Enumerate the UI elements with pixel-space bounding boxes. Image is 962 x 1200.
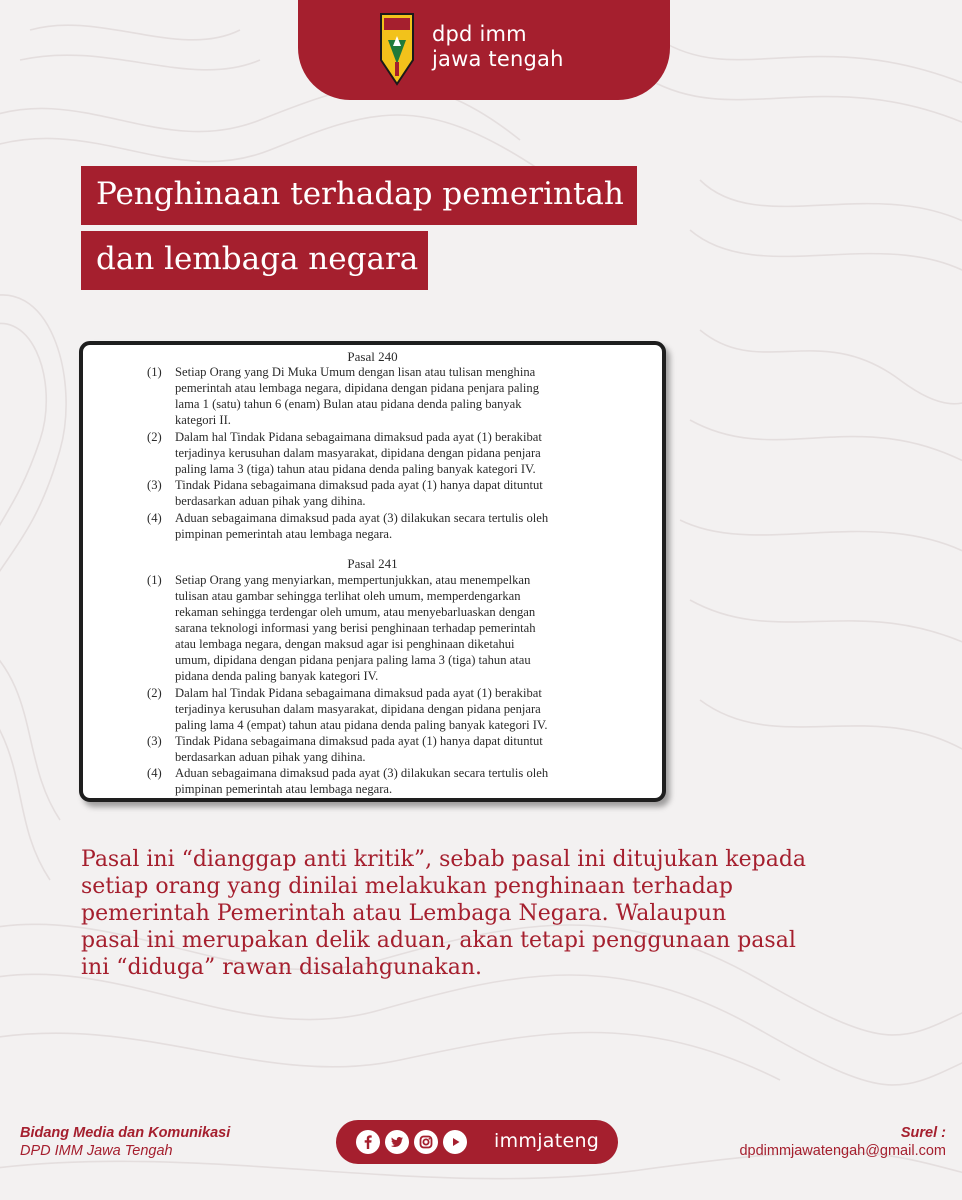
pasal-241-line: terjadinya kerusuhan dalam masyarakat, dipidana dengan pidana penjara xyxy=(175,702,541,716)
pasal-241-num-3: (3) xyxy=(147,734,162,748)
commentary-line: pemerintah Pemerintah atau Lembaga Negara. Walaupun xyxy=(81,901,727,926)
pasal-240-line: lama 1 (satu) tahun 6 (enam) Bulan atau pidana denda paling banyak xyxy=(175,397,522,411)
brand-name xyxy=(432,22,564,72)
pasal-240-line: Dalam hal Tindak Pidana sebagaimana dimaksud pada ayat (1) berakibat xyxy=(175,430,542,444)
pasal-240-line: kategori II. xyxy=(175,413,231,427)
commentary-line: setiap orang yang dinilai melakukan penghinaan terhadap xyxy=(81,874,734,899)
email-label: Surel : xyxy=(900,1125,946,1141)
pasal-241-line: tulisan atau gambar sehingga terlihat oleh umum, memperdengarkan xyxy=(175,589,521,603)
pasal-241-line: Tindak Pidana sebagaimana dimaksud pada ayat (1) hanya dapat dituntut xyxy=(175,734,543,748)
email-address[interactable]: dpdimmjawatengah@gmail.com xyxy=(739,1143,946,1159)
pasal-241-line: Dalam hal Tindak Pidana sebagaimana dimaksud pada ayat (1) berakibat xyxy=(175,686,542,700)
pasal-240-line: Aduan sebagaimana dimaksud pada ayat (3) dilakukan secara tertulis oleh xyxy=(175,511,549,525)
pasal-241-line: pimpinan pemerintah atau lembaga negara. xyxy=(175,782,393,796)
legal-document-excerpt xyxy=(79,341,666,802)
footer-organization xyxy=(20,1124,230,1160)
pasal-241-line: berdasarkan aduan pihak yang dihina. xyxy=(175,750,366,764)
pasal-240-line: Tindak Pidana sebagaimana dimaksud pada ayat (1) hanya dapat dituntut xyxy=(175,478,543,492)
pasal-240-line: terjadinya kerusuhan dalam masyarakat, dipidana dengan pidana penjara xyxy=(175,446,541,460)
title-line2: dan lembaga negara xyxy=(81,231,428,290)
brand-line2: jawa tengah xyxy=(432,47,564,71)
pasal-241-line: pidana denda paling banyak kategori IV. xyxy=(175,669,379,683)
pasal-241-num-4: (4) xyxy=(147,766,162,780)
pasal-241-heading: Pasal 241 xyxy=(347,556,398,571)
pasal-241-num-2: (2) xyxy=(147,686,162,700)
pasal-240-line: Setiap Orang yang Di Muka Umum dengan lisan atau tulisan menghina xyxy=(175,365,536,379)
commentary-line: Pasal ini “dianggap anti kritik”, sebab pasal ini ditujukan kepada xyxy=(81,847,807,872)
pasal-241-line: Aduan sebagaimana dimaksud pada ayat (3) dilakukan secara tertulis oleh xyxy=(175,766,549,780)
pasal-241-line: atau lembaga negara, dengan maksud agar isi penghinaan diketahui xyxy=(175,637,515,651)
title-line1: Penghinaan terhadap pemerintah xyxy=(81,166,637,225)
social-media-bar xyxy=(336,1120,618,1164)
youtube-icon[interactable] xyxy=(443,1130,467,1154)
pasal-240-num-1: (1) xyxy=(147,365,162,379)
footer-contact xyxy=(739,1124,946,1160)
pasal-241-line: rekaman sehingga terdengar oleh umum, atau menyebarluaskan dengan xyxy=(175,605,536,619)
pasal-240-line: pemerintah atau lembaga negara, dipidana dengan pidana penjara paling xyxy=(175,381,540,395)
pasal-241-line: sarana teknologi informasi yang berisi penghinaan terhadap pemerintah xyxy=(175,621,536,635)
brand-line1: dpd imm xyxy=(432,22,527,46)
pasal-240-line: paling lama 3 (tiga) tahun atau pidana denda paling banyak kategori IV. xyxy=(175,462,536,476)
footer-org-name: DPD IMM Jawa Tengah xyxy=(20,1143,173,1159)
pasal-241-line: Setiap Orang yang menyiarkan, mempertunjukkan, atau menempelkan xyxy=(175,573,531,587)
pasal-240-line: pimpinan pemerintah atau lembaga negara. xyxy=(175,527,393,541)
pasal-241-line: umum, dipidana dengan pidana penjara paling lama 3 (tiga) tahun atau xyxy=(175,653,531,667)
pasal-240-heading: Pasal 240 xyxy=(347,349,398,364)
pasal-240-num-2: (2) xyxy=(147,430,162,444)
pasal-241-line: paling lama 4 (empat) tahun atau pidana denda paling banyak kategori IV. xyxy=(175,718,548,732)
pasal-240-num-3: (3) xyxy=(147,478,162,492)
header-logo-tab xyxy=(298,0,670,100)
pasal-241-num-1: (1) xyxy=(147,573,162,587)
imm-emblem-icon xyxy=(378,12,416,86)
instagram-icon[interactable] xyxy=(414,1130,438,1154)
pasal-240-num-4: (4) xyxy=(147,511,162,525)
twitter-icon[interactable] xyxy=(385,1130,409,1154)
social-handle[interactable]: immjateng xyxy=(494,1130,600,1152)
commentary-line: ini “diduga” rawan disalahgunakan. xyxy=(81,955,483,980)
commentary-line: pasal ini merupakan delik aduan, akan tetapi penggunaan pasal xyxy=(81,928,796,953)
pasal-240-line: berdasarkan aduan pihak yang dihina. xyxy=(175,494,366,508)
commentary-paragraph xyxy=(81,846,911,981)
facebook-icon[interactable] xyxy=(356,1130,380,1154)
footer-department: Bidang Media dan Komunikasi xyxy=(20,1125,231,1141)
